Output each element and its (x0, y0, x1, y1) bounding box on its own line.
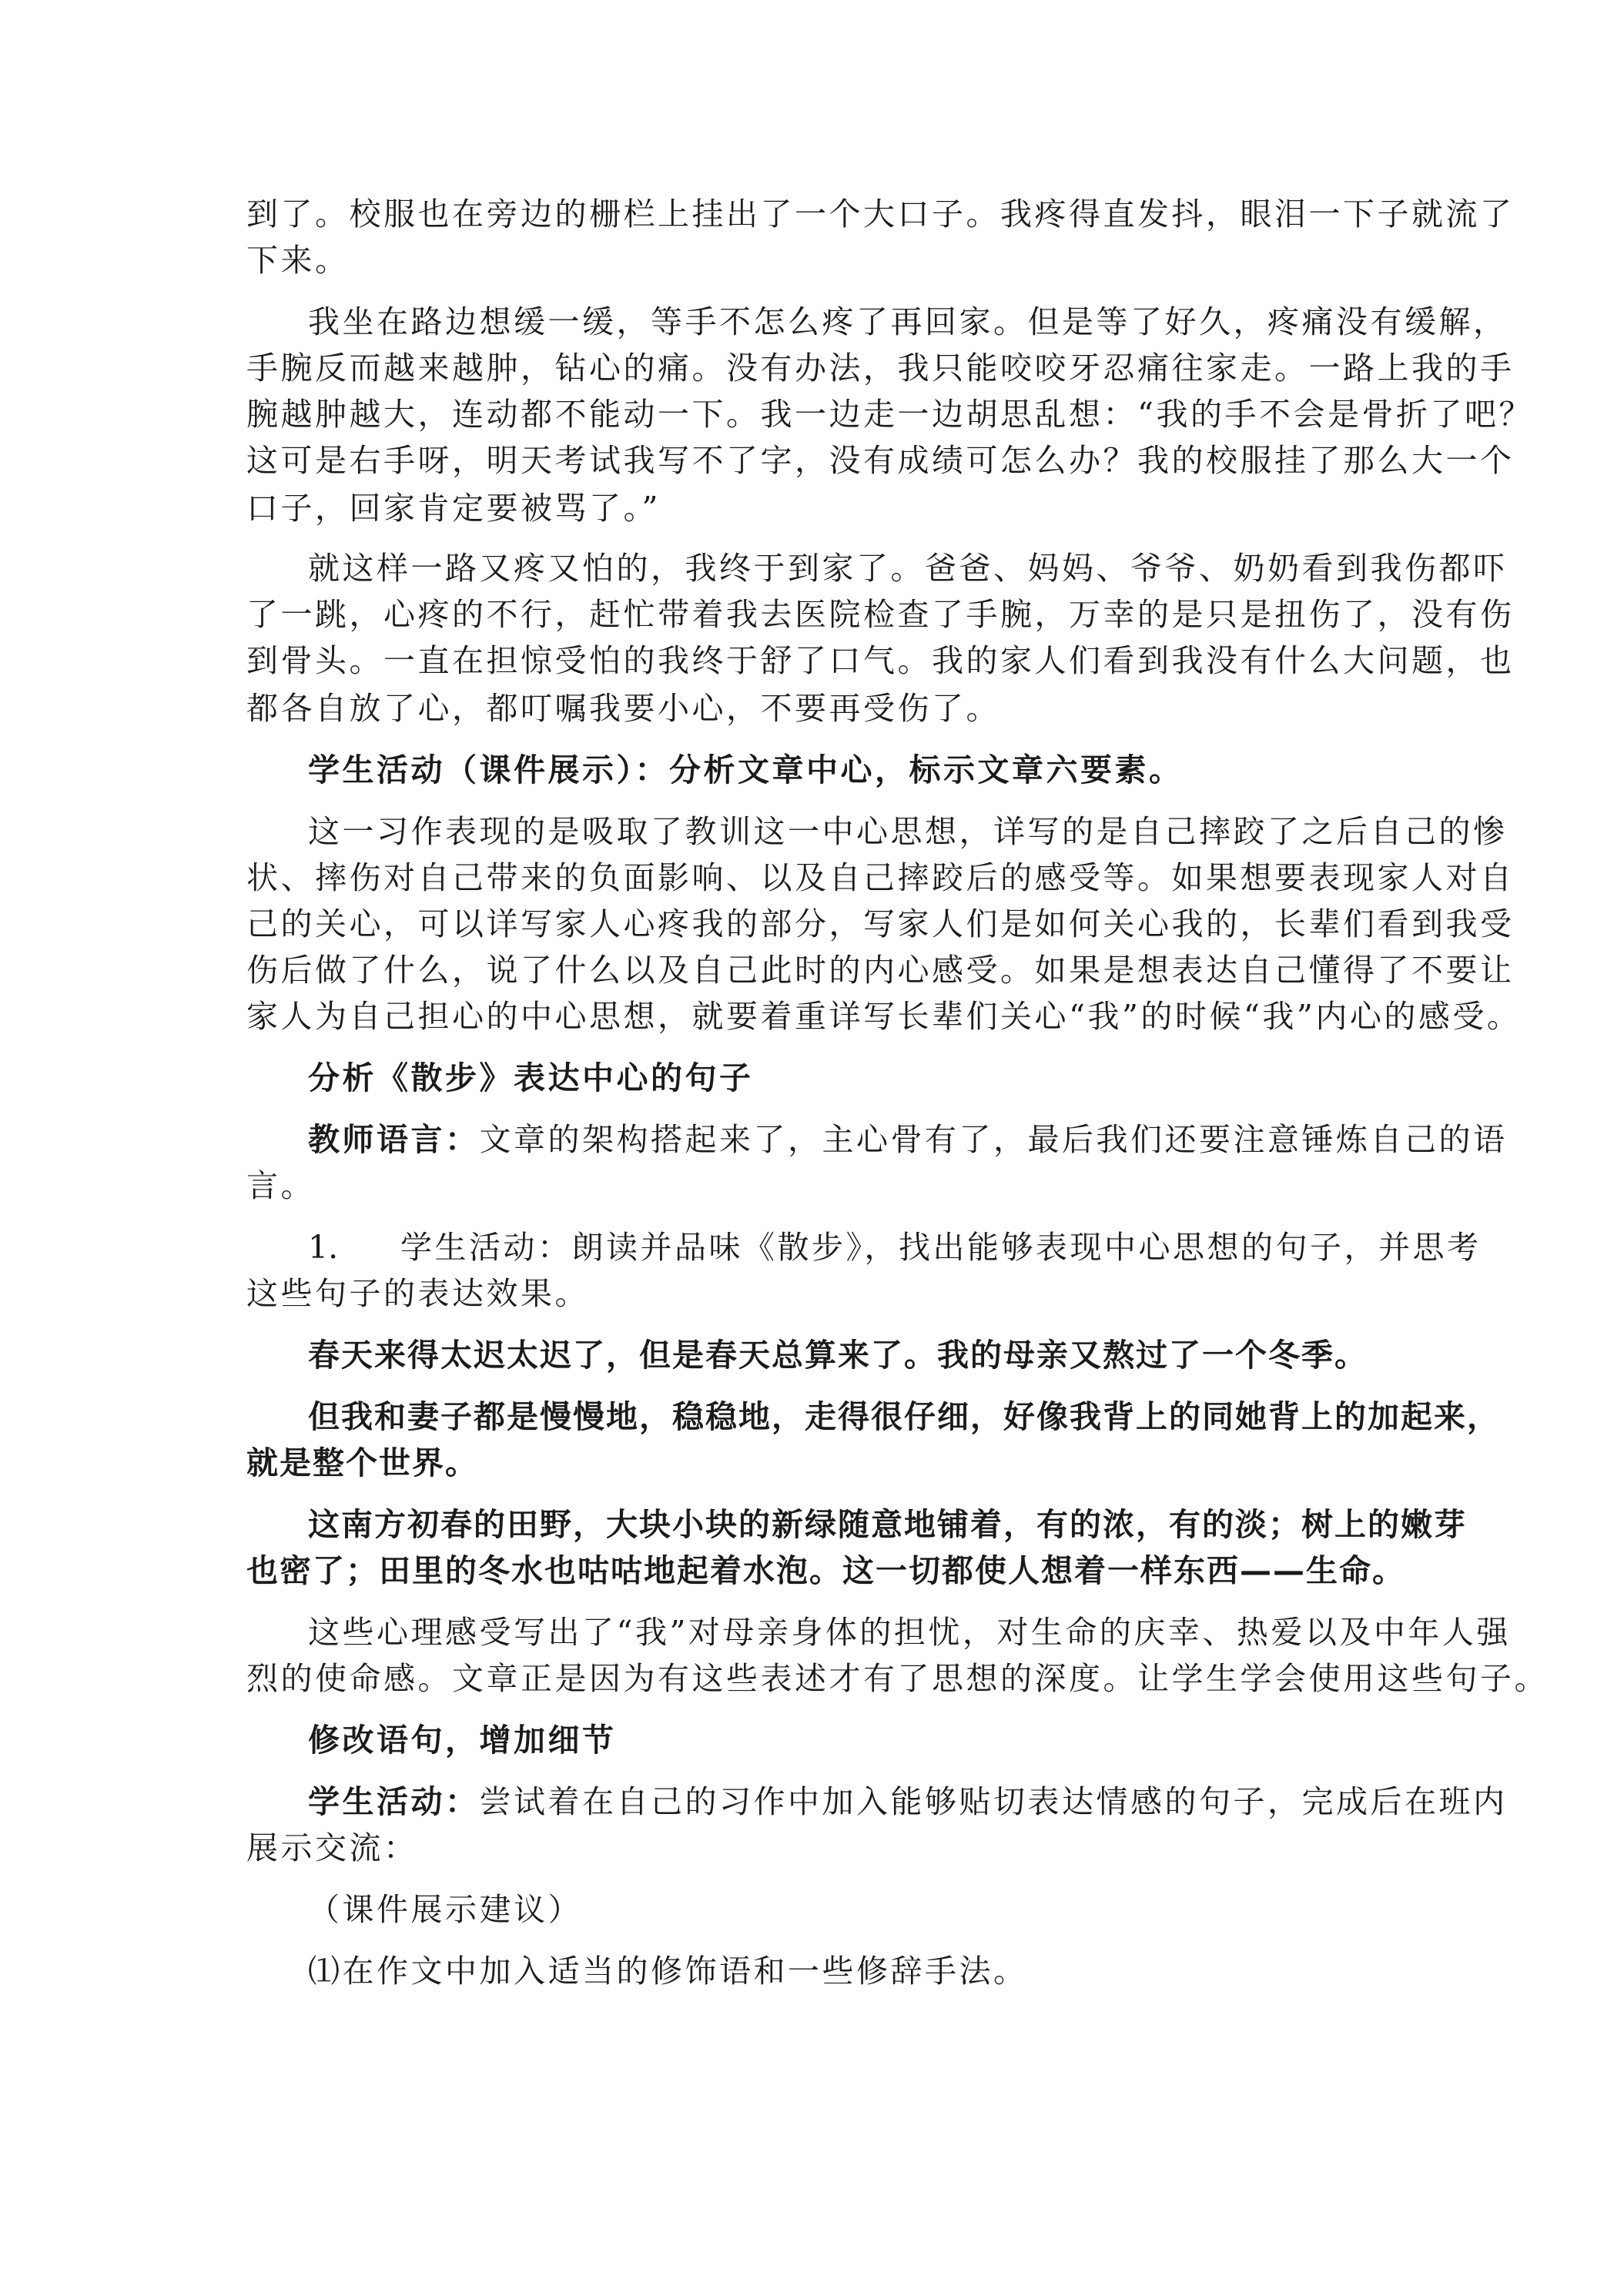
paragraph-line: 这一习作表现的是吸取了教训这一中心思想，详写的是自己摔跤了之后自己的惨 (308, 813, 1508, 850)
quote-line: 但我和妻子都是慢慢地，稳稳地，走得很仔细，好像我背上的同她背上的加起来， (308, 1398, 1500, 1435)
paragraph-line: 我坐在路边想缓一缓，等手不怎么疼了再回家。但是等了好久，疼痛没有缓解， (308, 303, 1508, 340)
paragraph-line: 手腕反而越来越肿，钻心的痛。没有办法，我只能咬咬牙忍痛往家走。一路上我的手 (246, 350, 1515, 387)
paragraph-line: 烈的使命感。文章正是因为有这些表述才有了思想的深度。让学生学会使用这些句子。 (246, 1660, 1549, 1697)
paragraph-line: 腕越肿越大，连动都不能动一下。我一边走一边胡思乱想：“我的手不会是骨折了吧？ (246, 396, 1533, 433)
paragraph-line: 家人为自己担心的中心思想，就要着重详写长辈们关心“我”的时候“我”内心的感受。 (246, 998, 1522, 1035)
list-item-text: 学生活动：朗读并品味《散步》，找出能够表现中心思想的句子，并思考 (400, 1229, 1482, 1266)
activity-label: 学生活动： (308, 1783, 480, 1820)
teacher-language-line (308, 1116, 1508, 1163)
activity-line (308, 1779, 1508, 1825)
list-number: 1. (308, 1229, 339, 1266)
activity-text: 尝试着在自己的习作中加入能够贴切表达情感的句子，完成后在班内 (479, 1783, 1508, 1820)
quote-line: 也密了；田里的冬水也咕咕地起着水泡。这一切都使人想着一样东西——生命。 (246, 1552, 1405, 1589)
paragraph-line: 展示交流： (246, 1829, 418, 1866)
teacher-text: 文章的架构搭起来了，主心骨有了，最后我们还要注意锤炼自己的语 (479, 1121, 1508, 1158)
paragraph-line: 己的关心，可以详写家人心疼我的部分，写家人们是如何关心我的，长辈们看到我受 (246, 905, 1515, 942)
quote-line: 这南方初春的田野，大块小块的新绿随意地铺着，有的浓，有的淡；树上的嫩芽 (308, 1506, 1467, 1543)
list-item: ⑴在作文中加入适当的修饰语和一些修辞手法。 (308, 1953, 1028, 1990)
paragraph-line: 到了。校服也在旁边的栅栏上挂出了一个大口子。我疼得直发抖，眼泪一下子就流了 (246, 196, 1515, 233)
section-heading: 修改语句，增加细节 (308, 1722, 617, 1759)
paragraph-line: 言。 (246, 1167, 315, 1204)
section-heading: 分析《散步》表达中心的句子 (308, 1059, 754, 1096)
list-item (308, 1224, 1482, 1270)
paragraph-line: 就这样一路又疼又怕的，我终于到家了。爸爸、妈妈、爷爷、奶奶看到我伤都吓 (308, 550, 1508, 587)
paragraph-line: 下来。 (246, 242, 350, 279)
paragraph-line: 都各自放了心，都叮嘱我要小心，不要再受伤了。 (246, 690, 1000, 727)
section-heading: 学生活动（课件展示）：分析文章中心，标示文章六要素。 (308, 751, 1184, 788)
paragraph-line: 到骨头。一直在担惊受怕的我终于舒了口气。我的家人们看到我没有什么大问题，也 (246, 642, 1515, 679)
teacher-label: 教师语言： (308, 1121, 480, 1158)
paragraph-line: 这些心理感受写出了“我”对母亲身体的担忧，对生命的庆幸、热爱以及中年人强 (308, 1614, 1511, 1651)
paragraph-line: 状、摔伤对自己带来的负面影响、以及自己摔跤后的感受等。如果想要表现家人对自 (246, 859, 1515, 896)
paragraph-line: 口子，回家肯定要被骂了。” (246, 490, 661, 527)
paragraph-line: 了一跳，心疼的不行，赶忙带着我去医院检查了手腕，万幸的是只是扭伤了，没有伤 (246, 596, 1515, 633)
paragraph-line: 这可是右手呀，明天考试我写不了字，没有成绩可怎么办？我的校服挂了那么大一个 (246, 442, 1515, 479)
paragraph-line: 伤后做了什么，说了什么以及自己此时的内心感受。如果是想表达自己懂得了不要让 (246, 952, 1515, 989)
suggestion-line: （课件展示建议） (308, 1891, 582, 1928)
quote-line: 春天来得太迟太迟了，但是春天总算来了。我的母亲又熬过了一个冬季。 (308, 1337, 1368, 1374)
quote-line: 就是整个世界。 (246, 1444, 478, 1481)
paragraph-line: 这些句子的表达效果。 (246, 1275, 589, 1312)
